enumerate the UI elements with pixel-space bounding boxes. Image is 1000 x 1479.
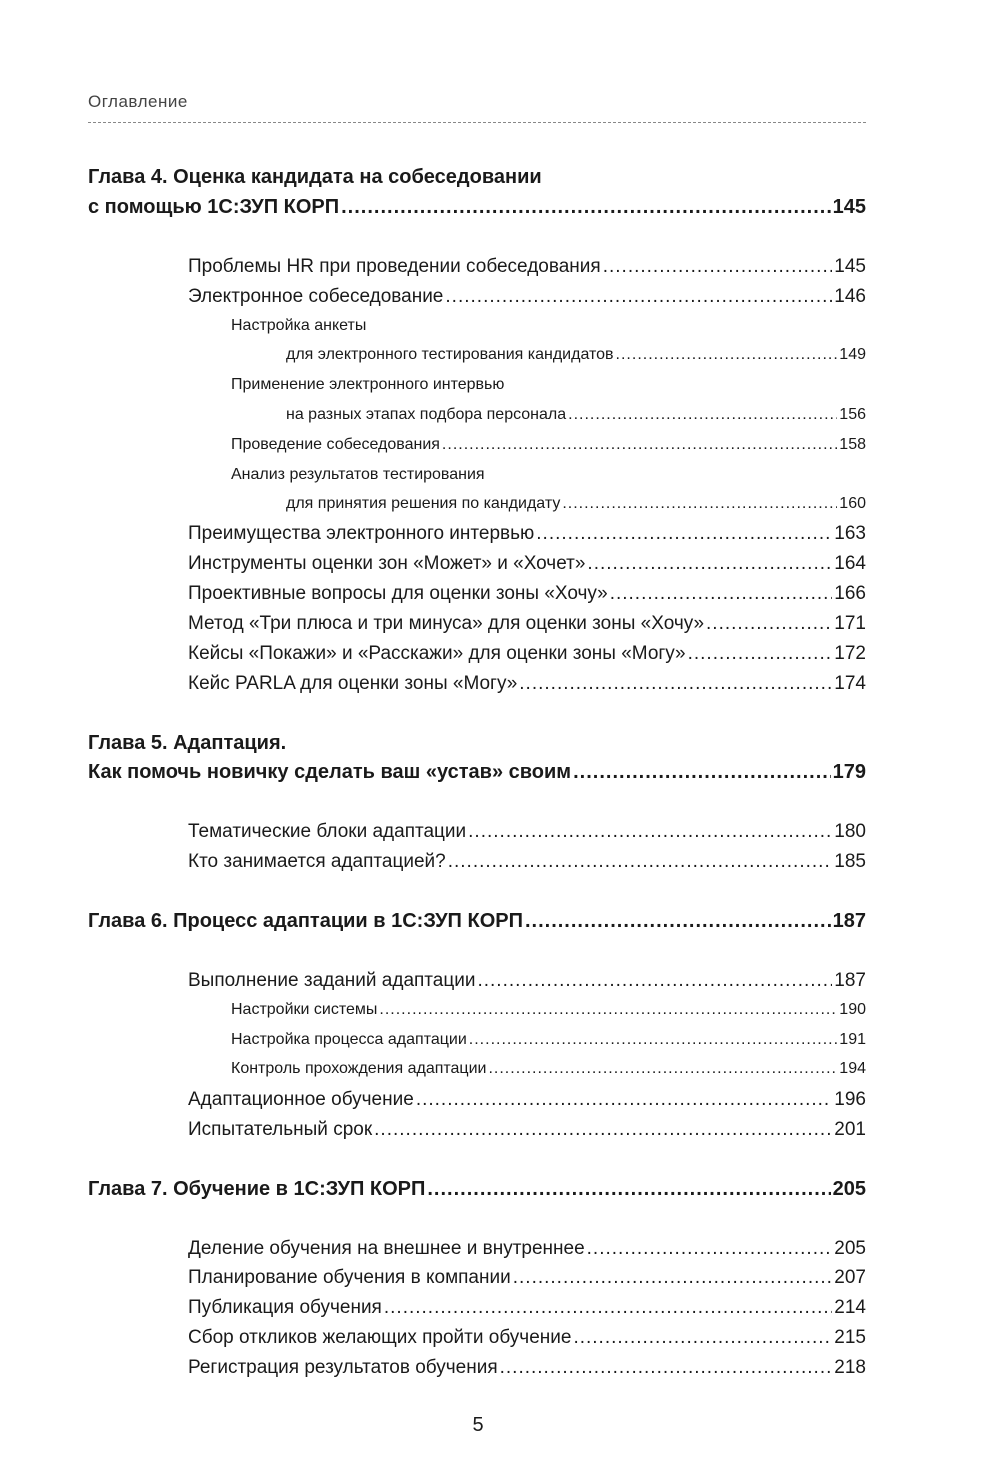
subentry-title: Проведение собеседования [231, 436, 440, 453]
chapter-5-page: 179 [832, 761, 866, 783]
entry-title: Тематические блоки адаптации [188, 821, 467, 842]
toc-subentry[interactable] [286, 406, 866, 424]
toc-entry[interactable] [188, 613, 866, 635]
leader-dots [379, 1001, 837, 1019]
leader-dots [610, 583, 833, 605]
running-header: Оглавление [88, 92, 188, 111]
entry-page: 214 [834, 1297, 866, 1318]
entry-page: 196 [834, 1089, 866, 1110]
entry-page: 207 [834, 1267, 866, 1288]
subentry-title-line2: на разных этапах подбора персонала [286, 406, 567, 423]
subentry-title: Контроль прохождения адаптации [231, 1060, 487, 1077]
entry-page: 201 [834, 1119, 866, 1140]
toc-entry[interactable] [188, 673, 866, 695]
leader-dots [427, 1178, 830, 1201]
leader-dots [573, 1327, 832, 1349]
entry-page: 174 [834, 673, 866, 694]
leader-dots [519, 673, 832, 695]
entry-title: Публикация обучения [188, 1297, 382, 1318]
toc-entry[interactable] [188, 821, 866, 843]
entry-title: Испытательный срок [188, 1119, 373, 1140]
leader-dots [445, 286, 832, 308]
toc-subentry[interactable] [231, 436, 866, 454]
toc-subentry[interactable] [286, 346, 866, 364]
entry-title: Инструменты оценки зон «Может» и «Хочет» [188, 553, 586, 574]
chapter-5-entry[interactable] [88, 761, 866, 784]
entry-title: Адаптационное обучение [188, 1089, 414, 1110]
entry-page: 194 [839, 1060, 866, 1077]
toc-subentry[interactable] [231, 1031, 866, 1049]
leader-dots [616, 346, 838, 364]
toc-entry[interactable] [188, 1267, 866, 1289]
leader-dots [536, 523, 832, 545]
toc-entry[interactable] [188, 851, 866, 873]
entry-page: 146 [834, 286, 866, 307]
entry-title: Планирование обучения в компании [188, 1267, 511, 1288]
leader-dots [374, 1119, 832, 1141]
entry-title: Выполнение заданий адаптации [188, 970, 476, 991]
entry-page: 171 [834, 613, 866, 634]
toc-entry[interactable] [188, 1119, 866, 1141]
chapter-4-title-line1: Глава 4. Оценка кандидата на собеседовании [88, 166, 542, 188]
leader-dots [706, 613, 832, 635]
toc-subentry[interactable] [286, 495, 866, 513]
chapter-6-page: 187 [832, 910, 866, 932]
leader-dots [500, 1357, 833, 1379]
toc-entry[interactable] [188, 553, 866, 575]
leader-dots [513, 1267, 833, 1289]
entry-page: 160 [839, 495, 866, 512]
leader-dots [568, 406, 837, 424]
chapter-4-page: 145 [832, 196, 866, 218]
entry-page: 149 [839, 346, 866, 363]
entry-title: Деление обучения на внешнее и внутреннее [188, 1238, 585, 1259]
entry-page: 158 [839, 436, 866, 453]
toc-subentry[interactable] [231, 1001, 866, 1019]
subentry-title: Настройки системы [231, 1001, 378, 1018]
toc-entry[interactable] [188, 1357, 866, 1379]
toc-entry[interactable] [188, 256, 866, 278]
entry-title: Регистрация результатов обучения [188, 1357, 498, 1378]
entry-title: Проективные вопросы для оценки зоны «Хочу» [188, 583, 608, 604]
entry-title: Кто занимается адаптацией? [188, 851, 446, 872]
header-rule [88, 122, 866, 123]
entry-page: 190 [839, 1001, 866, 1018]
toc-entry[interactable] [188, 523, 866, 545]
subentry-title-line1: Применение электронного интервью [231, 376, 505, 393]
entry-page: 156 [839, 406, 866, 423]
entry-page: 215 [834, 1327, 866, 1348]
entry-title: Сбор откликов желающих пройти обучение [188, 1327, 572, 1348]
leader-dots [448, 851, 833, 873]
chapter-6-entry[interactable] [88, 910, 866, 933]
leader-dots [573, 761, 831, 784]
toc-entry[interactable] [188, 1089, 866, 1111]
toc-entry[interactable] [188, 1238, 866, 1260]
leader-dots [688, 643, 833, 665]
leader-dots [603, 256, 833, 278]
toc-entry[interactable] [188, 643, 866, 665]
entry-page: 187 [834, 970, 866, 991]
toc-subentry[interactable] [231, 1060, 866, 1078]
entry-page: 145 [834, 256, 866, 277]
entry-page: 164 [834, 553, 866, 574]
entry-page: 218 [834, 1357, 866, 1378]
leader-dots [384, 1297, 832, 1319]
subentry-title-line2: для электронного тестирования кандидатов [286, 346, 614, 363]
entry-page: 191 [839, 1031, 866, 1048]
chapter-7-entry[interactable] [88, 1178, 866, 1201]
entry-title: Преимущества электронного интервью [188, 523, 535, 544]
entry-page: 163 [834, 523, 866, 544]
subentry-title-line1: Настройка анкеты [231, 317, 367, 334]
subentry-title-line1: Анализ результатов тестирования [231, 466, 485, 483]
entry-page: 180 [834, 821, 866, 842]
chapter-4-title-line2: с помощью 1С:ЗУП КОРП [88, 196, 340, 218]
leader-dots [477, 970, 832, 992]
page-number: 5 [472, 1414, 484, 1436]
chapter-4-entry[interactable] [88, 196, 866, 219]
leader-dots [488, 1060, 837, 1078]
subentry-title-line2: для принятия решения по кандидату [286, 495, 561, 512]
entry-title: Кейс PARLA для оценки зоны «Могу» [188, 673, 518, 694]
toc-entry[interactable] [188, 1297, 866, 1319]
entry-title: Метод «Три плюса и три минуса» для оценки зоны «Хочу» [188, 613, 705, 634]
entry-page: 205 [834, 1238, 866, 1259]
leader-dots [416, 1089, 832, 1111]
leader-dots [587, 553, 832, 575]
entry-title: Проблемы HR при проведении собеседования [188, 256, 601, 277]
subentry-title: Настройка процесса адаптации [231, 1031, 467, 1048]
leader-dots [587, 1238, 833, 1260]
entry-page: 166 [834, 583, 866, 604]
leader-dots [562, 495, 837, 513]
toc-entry[interactable] [188, 970, 866, 992]
chapter-7-title: Глава 7. Обучение в 1С:ЗУП КОРП [88, 1178, 426, 1200]
entry-page: 185 [834, 851, 866, 872]
leader-dots [525, 910, 831, 933]
entry-title: Электронное собеседование [188, 286, 444, 307]
leader-dots [442, 436, 837, 454]
leader-dots [341, 196, 831, 219]
chapter-6-title: Глава 6. Процесс адаптации в 1С:ЗУП КОРП [88, 910, 523, 932]
leader-dots [468, 821, 832, 843]
toc-entry[interactable] [188, 1327, 866, 1349]
chapter-5-title-line2: Как помочь новичку сделать ваш «устав» своим [88, 761, 572, 783]
leader-dots [469, 1031, 838, 1049]
toc-entry[interactable] [188, 583, 866, 605]
toc-entry[interactable] [188, 286, 866, 308]
chapter-7-page: 205 [832, 1178, 866, 1200]
entry-title: Кейсы «Покажи» и «Расскажи» для оценки зоны «Могу» [188, 643, 686, 664]
chapter-5-title-line1: Глава 5. Адаптация. [88, 732, 287, 754]
entry-page: 172 [834, 643, 866, 664]
